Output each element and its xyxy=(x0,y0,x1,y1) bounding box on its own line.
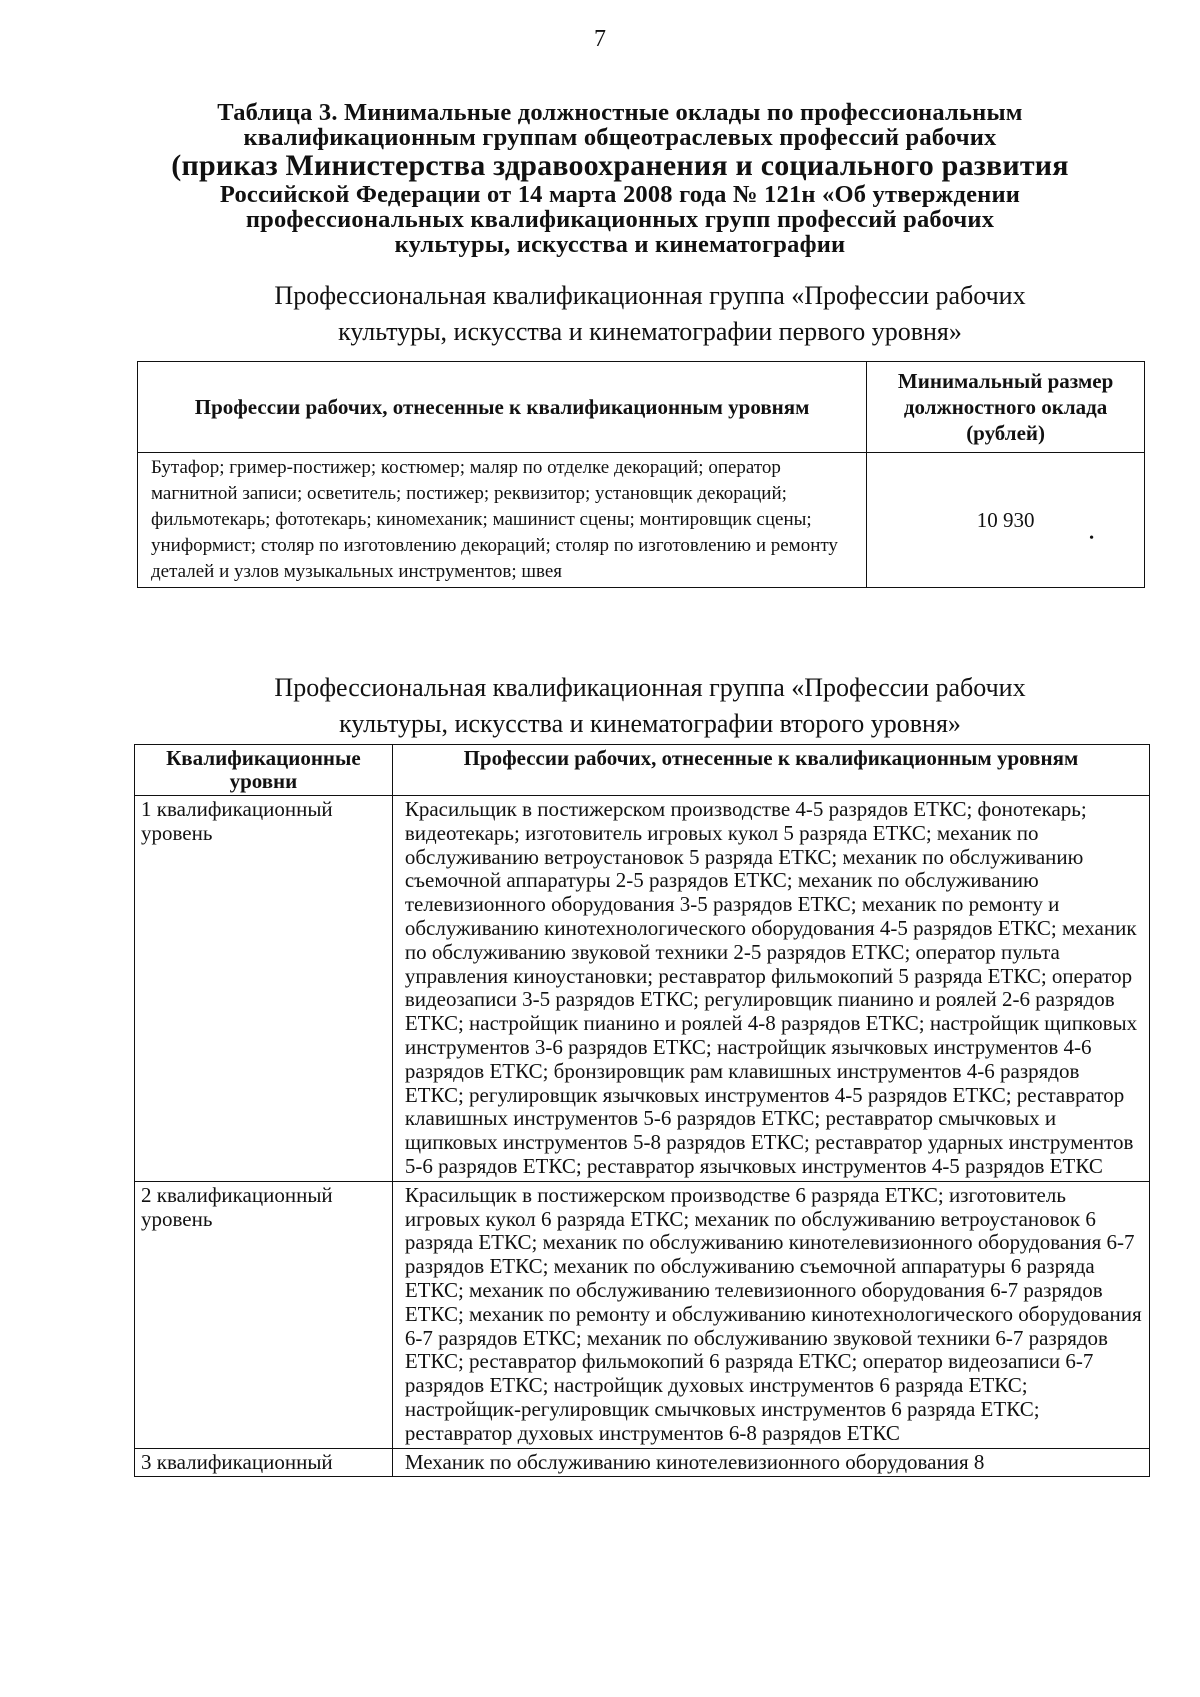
title-line: культуры, искусства и кинематографии xyxy=(394,231,846,258)
group1-heading-line: культуры, искусства и кинематографии первого уровня» xyxy=(338,317,962,346)
table-row xyxy=(138,453,1145,588)
column-header-salary: Минимальный размер должностного оклада (рублей) xyxy=(867,362,1145,453)
salary-value: 10 930 xyxy=(976,507,1035,532)
group2-heading-line: Профессиональная квалификационная группа «Профессии рабочих xyxy=(274,673,1026,702)
salary-cell xyxy=(867,453,1145,588)
title-line: Российской Федерации от 14 марта 2008 года № 121н «Об утверждении xyxy=(219,181,1021,208)
title-line: Таблица 3. Минимальные должностные оклады по профессиональным xyxy=(217,99,1023,126)
column-header-professions: Профессии рабочих, отнесенные к квалификационным уровням xyxy=(138,362,867,453)
table-row xyxy=(135,1181,1150,1448)
level-cell: 2 квалификационный уровень xyxy=(135,1181,393,1448)
title-line: квалификационным группам общеотраслевых профессий рабочих xyxy=(243,124,997,151)
column-header-levels: Квалификационные уровни xyxy=(135,745,393,796)
table-header-row xyxy=(135,745,1150,796)
speck-mark: • xyxy=(1089,531,1094,546)
professions-cell: Красильщик в постижерском производстве 6 разряда ЕТКС; изготовитель игровых кукол 6 разряда ЕТКС; механик по обслуживанию ветроустановок 6 разряда ЕТКС; механик по обслуживанию кинотелевизионного оборудования 6-7 разрядов ЕТКС; механик по обслуживанию съемочной аппаратуры 6 разряда ЕТКС; механик по обслуживанию телевизионного оборудования 6-7 разрядов ЕТКС; механик по ремонту и обслуживанию кинотехнологического оборудования 6-7 разрядов ЕТКС; механик по обслуживанию звуковой техники 6-7 разрядов ЕТКС; реставратор фильмокопий 6 разряда ЕТКС; оператор видеозаписи 6-7 разрядов ЕТКС; настройщик духовых инструментов 6 разряда ЕТКС; настройщик-регулировщик смычковых инструментов 6 разряда ЕТКС; реставратор духовых инструментов 6-8 разрядов ЕТКС xyxy=(392,1181,1149,1448)
document-title xyxy=(140,100,1100,257)
professions-cell: Красильщик в постижерском производстве 4-5 разрядов ЕТКС; фонотекарь; видеотекарь; изготовитель игровых кукол 5 разряда ЕТКС; механик по обслуживанию ветроустановок 5 разряда ЕТКС; механик по обслуживанию съемочной аппаратуры 2-5 разрядов ЕТКС; механик по обслуживанию телевизионного оборудования 3-5 разрядов ЕТКС; механик по ремонту и обслуживанию кинотехнологического оборудования 4-5 разрядов ЕТКС; механик по обслуживанию звуковой техники 2-5 разрядов ЕТКС; оператор пульта управления киноустановки; реставратор фильмокопий 5 разряда ЕТКС; оператор видеозаписи 3-5 разрядов ЕТКС; регулировщик пианино и роялей 2-6 разрядов ЕТКС; настройщик пианино и роялей 4-8 разрядов ЕТКС; настройщик щипковых инструментов 3-6 разрядов ЕТКС; настройщик язычковых инструментов 4-6 разрядов ЕТКС; бронзировщик рам клавишных инструментов 4-6 разрядов ЕТКС; регулировщик язычковых инструментов 4-5 разрядов ЕТКС; реставратор клавишных инструментов 5-6 разрядов ЕТКС; реставратор смычковых и щипковых инструментов 5-8 разрядов ЕТКС; реставратор ударных инструментов 5-6 разрядов ЕТКС; реставратор язычковых инструментов 4-5 разрядов ЕТКС xyxy=(392,796,1149,1182)
group2-table xyxy=(134,744,1150,1477)
table-row xyxy=(135,796,1150,1182)
title-line: (приказ Министерства здравоохранения и социального развития xyxy=(171,149,1069,182)
group1-heading-line: Профессиональная квалификационная группа «Профессии рабочих xyxy=(274,281,1026,310)
group1-table xyxy=(137,361,1145,588)
title-line: профессиональных квалификационных групп профессий рабочих xyxy=(245,206,995,233)
professions-cell: Механик по обслуживанию кинотелевизионного оборудования 8 xyxy=(392,1448,1149,1477)
level-cell: 1 квалификационный уровень xyxy=(135,796,393,1182)
group2-heading xyxy=(150,670,1150,742)
column-header-professions: Профессии рабочих, отнесенные к квалификационным уровням xyxy=(392,745,1149,796)
level-cell: 3 квалификационный xyxy=(135,1448,393,1477)
professions-cell: Бутафор; гример-постижер; костюмер; маляр по отделке декораций; оператор магнитной записи; осветитель; постижер; реквизитор; установщик декораций; фильмотекарь; фототекарь; киномеханик; машинист сцены; монтировщик сцены; униформист; столяр по изготовлению декораций; столяр по изготовлению и ремонту деталей и узлов музыкальных инструментов; швея xyxy=(138,453,867,588)
table-row xyxy=(135,1448,1150,1477)
group1-heading xyxy=(150,278,1150,350)
table-header-row xyxy=(138,362,1145,453)
page-number: 7 xyxy=(594,26,606,52)
group2-heading-line: культуры, искусства и кинематографии второго уровня» xyxy=(339,709,961,738)
